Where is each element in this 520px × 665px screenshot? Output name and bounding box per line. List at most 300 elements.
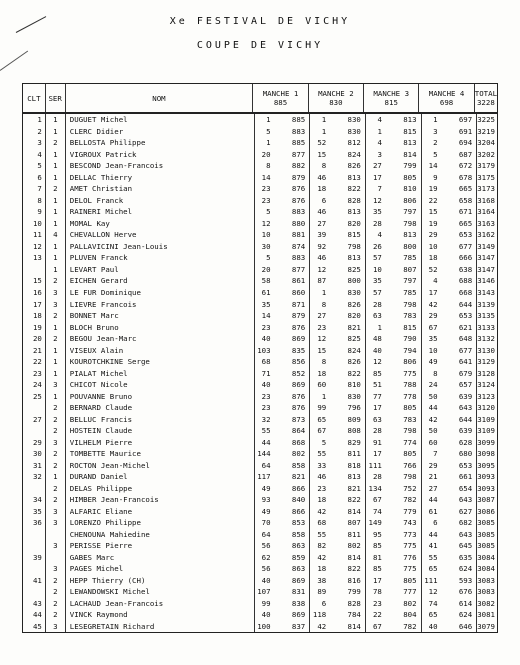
manche-1-score: 869 [291, 380, 306, 390]
header-manche-4 [419, 84, 474, 112]
manche-4-score: 627 [458, 506, 473, 516]
cell-clt: 1 [23, 114, 46, 126]
cell-manche-3 [366, 172, 422, 184]
cell-clt: 39 [23, 552, 46, 564]
manche-4-rank: 2 [433, 138, 438, 148]
cell-manche-4 [422, 402, 478, 414]
manche-2-score: 828 [347, 598, 361, 608]
manche-2-score: 825 [347, 264, 361, 274]
manche-4-rank: 29 [428, 230, 438, 240]
manche-1-rank: 56 [261, 541, 271, 551]
cell-manche-4 [422, 529, 478, 541]
manche-1-rank: 40 [261, 334, 271, 344]
cell-ser: 2 [46, 586, 66, 598]
manche-1-rank: 49 [261, 506, 271, 516]
manche-4-rank: 4 [433, 276, 438, 286]
manche-1-rank: 20 [261, 149, 271, 159]
manche-1-rank: 40 [261, 380, 271, 390]
manche-3-rank: 95 [372, 529, 382, 539]
cell-manche-4 [422, 149, 478, 161]
cell-total: 3124 [477, 380, 496, 390]
cell-manche-4 [422, 229, 478, 241]
table-row [23, 367, 497, 379]
cell-total: 3123 [477, 391, 496, 401]
cell-manche-3 [366, 321, 422, 333]
cell-manche-1 [255, 310, 311, 322]
manche-4-rank: 50 [428, 426, 438, 436]
cell-manche-3 [366, 425, 422, 437]
cell-manche-3 [366, 552, 422, 564]
manche-2-score: 814 [347, 552, 361, 562]
cell-manche-1 [255, 114, 311, 126]
manche-1-rank: 56 [261, 564, 271, 574]
manche-4-rank: 24 [428, 380, 438, 390]
manche-4-rank: 7 [433, 449, 438, 459]
manche-1-score: 876 [291, 391, 306, 401]
cell-manche-3 [366, 356, 422, 368]
manche-2-rank: 18 [317, 495, 327, 505]
manche-2-rank: 68 [317, 518, 327, 528]
cell-manche-2 [310, 494, 366, 506]
cell-manche-2 [310, 172, 366, 184]
manche-2-score: 818 [347, 460, 361, 470]
cell-total: 3093 [477, 483, 496, 493]
table-row [23, 218, 497, 230]
manche-1-rank: 20 [261, 264, 271, 274]
manche-3-rank: 63 [372, 414, 382, 424]
cell-clt: 22 [23, 356, 46, 368]
manche-4-score: 672 [458, 161, 473, 171]
cell-manche-4 [422, 333, 478, 345]
manche-4-score: 653 [458, 230, 473, 240]
manche-1-rank: 23 [261, 322, 271, 332]
manche-1-score: 876 [291, 195, 306, 205]
manche-2-rank: 42 [317, 552, 327, 562]
cell-manche-1 [255, 436, 311, 448]
manche-2-score: 830 [347, 126, 361, 136]
manche-2-score: 800 [347, 276, 361, 286]
manche-3-score: 810 [403, 184, 417, 194]
manche-2-score: 808 [347, 426, 361, 436]
cell-total: 3225 [477, 115, 496, 125]
cell-manche-4 [422, 494, 478, 506]
cell-clt [23, 264, 46, 276]
cell-manche-3 [366, 137, 422, 149]
manche-1-score: 874 [291, 241, 306, 251]
manche-2-score: 824 [347, 149, 361, 159]
manche-1-score: 869 [291, 610, 306, 620]
manche-4-score: 624 [458, 564, 473, 574]
manche-4-rank: 35 [428, 334, 438, 344]
manche-2-rank: 118 [312, 610, 327, 620]
cell-ser: 1 [46, 471, 66, 483]
manche-1-score: 871 [291, 299, 306, 309]
cell-manche-1 [255, 275, 311, 287]
manche-4-rank: 18 [428, 253, 438, 263]
cell-ser: 1 [46, 160, 66, 172]
manche-3-rank: 28 [372, 472, 382, 482]
cell-manche-3 [366, 149, 422, 161]
cell-manche-1 [255, 160, 311, 172]
manche-1-rank: 103 [257, 345, 271, 355]
cell-manche-2 [310, 195, 366, 207]
manche-1-rank: 62 [261, 552, 271, 562]
manche-2-rank: 38 [317, 575, 327, 585]
cell-manche-1 [255, 356, 311, 368]
cell-manche-1 [255, 172, 311, 184]
cell-total: 3133 [477, 322, 496, 332]
manche-1-rank: 68 [261, 357, 271, 367]
manche-3-rank: 27 [372, 161, 382, 171]
manche-4-score: 614 [458, 598, 473, 608]
table-row [23, 195, 497, 207]
manche-2-rank: 46 [317, 172, 327, 182]
manche-4-rank: 60 [428, 437, 438, 447]
cell-manche-2 [310, 483, 366, 495]
cell-clt: 12 [23, 241, 46, 253]
table-row [23, 206, 497, 218]
manche-4-score: 593 [458, 575, 473, 585]
cell-clt: 18 [23, 310, 46, 322]
cell-nom: DELOL Franck [66, 195, 255, 207]
cell-total: 3099 [477, 437, 496, 447]
manche-1-rank: 23 [261, 184, 271, 194]
cell-nom: AMET Christian [66, 183, 255, 195]
cell-manche-2 [310, 183, 366, 195]
cell-nom: RAINERI Michel [66, 206, 255, 218]
manche-4-score: 648 [458, 334, 473, 344]
cell-manche-1 [255, 252, 311, 264]
manche-2-rank: 27 [317, 311, 327, 321]
manche-4-score: 643 [458, 495, 473, 505]
cell-manche-1 [255, 459, 311, 471]
cell-nom: PALLAVICINI Jean-Louis [66, 241, 255, 253]
header-clt-label: CLT [27, 93, 41, 103]
table-row [23, 575, 497, 587]
cell-manche-4 [422, 356, 478, 368]
cell-nom: GABES Marc [66, 552, 255, 564]
cell-total: 3164 [477, 207, 496, 217]
cell-manche-1 [255, 529, 311, 541]
cell-nom: PERISSE Pierre [66, 540, 255, 552]
cell-manche-4 [422, 275, 478, 287]
cell-total: 3109 [477, 426, 496, 436]
manche-4-score: 621 [458, 322, 473, 332]
manche-3-score: 802 [403, 598, 417, 608]
cell-manche-4 [422, 287, 478, 299]
cell-manche-1 [255, 206, 311, 218]
manche-1-rank: 107 [257, 587, 271, 597]
cell-ser [46, 552, 66, 564]
cell-ser: 1 [46, 126, 66, 138]
cell-manche-4 [422, 586, 478, 598]
manche-2-score: 826 [347, 299, 361, 309]
manche-4-score: 646 [458, 621, 473, 631]
cell-ser: 2 [46, 448, 66, 460]
manche-1-rank: 70 [261, 518, 271, 528]
manche-1-rank: 117 [257, 472, 271, 482]
cell-nom: PLUVEN Franck [66, 252, 255, 264]
cell-clt: 21 [23, 344, 46, 356]
cell-manche-2 [310, 563, 366, 575]
cell-manche-4 [422, 621, 478, 633]
cell-clt: 27 [23, 413, 46, 425]
cell-manche-1 [255, 483, 311, 495]
manche-2-rank: 23 [317, 322, 327, 332]
manche-2-rank: 65 [317, 414, 327, 424]
manche-4-score: 677 [458, 241, 473, 251]
cell-nom: LEVART Paul [66, 264, 255, 276]
cell-clt: 45 [23, 621, 46, 633]
cell-nom: ALFARIC Eliane [66, 506, 255, 518]
table-row [23, 275, 497, 287]
cell-manche-2 [310, 367, 366, 379]
cell-clt: 3 [23, 137, 46, 149]
manche-1-score: 877 [291, 149, 306, 159]
cell-nom: CHENOUNA Mahiedine [66, 529, 255, 541]
header-manche-1-label: MANCHE 1 [262, 89, 299, 98]
cell-manche-4 [422, 390, 478, 402]
manche-3-score: 798 [403, 218, 417, 228]
cell-clt [23, 529, 46, 541]
manche-2-rank: 6 [321, 195, 327, 205]
manche-2-score: 821 [347, 322, 361, 332]
manche-3-score: 783 [403, 414, 417, 424]
manche-4-score: 657 [458, 380, 473, 390]
cell-manche-2 [310, 598, 366, 610]
manche-1-rank: 23 [261, 391, 271, 401]
cell-ser: 2 [46, 310, 66, 322]
manche-4-score: 680 [458, 449, 473, 459]
cell-clt: 13 [23, 252, 46, 264]
manche-2-rank: 6 [321, 598, 327, 608]
manche-4-rank: 19 [428, 184, 438, 194]
cell-manche-2 [310, 298, 366, 310]
manche-2-score: 822 [347, 368, 361, 378]
cell-manche-4 [422, 367, 478, 379]
cell-nom: LACHAUD Jean-Francois [66, 598, 255, 610]
cell-ser: 1 [46, 321, 66, 333]
cell-manche-1 [255, 621, 311, 633]
cell-manche-3 [366, 402, 422, 414]
manche-2-rank: 1 [321, 391, 327, 401]
manche-2-score: 826 [347, 161, 361, 171]
manche-1-score: 885 [291, 115, 306, 125]
cell-nom: BEGOU Jean-Marc [66, 333, 255, 345]
cell-manche-1 [255, 379, 311, 391]
cell-clt: 6 [23, 172, 46, 184]
table-header [23, 84, 497, 114]
manche-2-score: 822 [347, 184, 361, 194]
manche-2-rank: 23 [317, 483, 327, 493]
manche-2-score: 814 [347, 621, 361, 631]
cell-manche-4 [422, 563, 478, 575]
manche-2-score: 820 [347, 311, 361, 321]
cell-manche-3 [366, 529, 422, 541]
manche-3-score: 752 [403, 483, 417, 493]
cell-total: 3085 [477, 541, 496, 551]
manche-3-score: 794 [403, 345, 417, 355]
cell-ser: 1 [46, 390, 66, 402]
manche-1-score: 869 [291, 575, 306, 585]
cell-manche-2 [310, 425, 366, 437]
manche-4-rank: 12 [428, 587, 438, 597]
manche-3-score: 797 [403, 276, 417, 286]
manche-3-rank: 48 [372, 334, 382, 344]
manche-3-rank: 81 [372, 552, 382, 562]
manche-3-score: 785 [403, 287, 417, 297]
cell-manche-4 [422, 425, 478, 437]
manche-3-rank: 4 [377, 138, 382, 148]
table-row [23, 137, 497, 149]
cell-total: 3081 [477, 610, 496, 620]
manche-1-score: 838 [291, 598, 306, 608]
manche-1-rank: 23 [261, 195, 271, 205]
cell-manche-2 [310, 126, 366, 138]
cell-manche-4 [422, 114, 478, 126]
cell-total: 3120 [477, 403, 496, 413]
manche-3-score: 785 [403, 253, 417, 263]
manche-3-rank: 17 [372, 403, 382, 413]
cell-manche-1 [255, 575, 311, 587]
manche-1-score: 869 [291, 334, 306, 344]
cell-manche-4 [422, 459, 478, 471]
cell-ser: 3 [46, 436, 66, 448]
cell-clt [23, 563, 46, 575]
cell-nom: LE FUR Dominique [66, 287, 255, 299]
manche-2-rank: 18 [317, 368, 327, 378]
cell-manche-2 [310, 459, 366, 471]
manche-3-rank: 17 [372, 575, 382, 585]
table-row [23, 344, 497, 356]
cell-manche-2 [310, 586, 366, 598]
cell-manche-1 [255, 471, 311, 483]
manche-2-score: 816 [347, 575, 361, 585]
table-row [23, 333, 497, 345]
cell-manche-3 [366, 344, 422, 356]
cell-manche-4 [422, 310, 478, 322]
manche-4-rank: 49 [428, 357, 438, 367]
table-row [23, 471, 497, 483]
manche-3-rank: 111 [368, 460, 382, 470]
cell-manche-4 [422, 598, 478, 610]
cell-manche-1 [255, 552, 311, 564]
header-manche-2 [309, 84, 364, 112]
cell-clt: 4 [23, 149, 46, 161]
manche-3-rank: 134 [368, 483, 382, 493]
manche-3-rank: 12 [372, 195, 382, 205]
cell-manche-3 [366, 183, 422, 195]
manche-1-rank: 23 [261, 403, 271, 413]
manche-1-score: 864 [291, 426, 306, 436]
manche-1-score: 883 [291, 253, 306, 263]
manche-4-rank: 29 [428, 311, 438, 321]
cell-manche-2 [310, 506, 366, 518]
manche-1-score: 860 [291, 287, 306, 297]
manche-2-score: 821 [347, 483, 361, 493]
cell-ser: 2 [46, 183, 66, 195]
manche-4-rank: 6 [433, 518, 438, 528]
table-row [23, 436, 497, 448]
manche-2-rank: 5 [321, 437, 327, 447]
manche-1-rank: 10 [261, 230, 271, 240]
cell-total: 3173 [477, 184, 496, 194]
manche-1-score: 880 [291, 218, 306, 228]
manche-2-rank: 18 [317, 184, 327, 194]
table-row [23, 459, 497, 471]
manche-4-score: 678 [458, 172, 473, 182]
cell-manche-4 [422, 137, 478, 149]
table-row [23, 402, 497, 414]
cell-total: 3132 [477, 334, 496, 344]
cell-manche-2 [310, 149, 366, 161]
manche-1-rank: 144 [257, 449, 271, 459]
manche-2-score: 825 [347, 334, 361, 344]
cell-ser: 3 [46, 287, 66, 299]
cell-manche-1 [255, 425, 311, 437]
manche-3-score: 813 [403, 230, 417, 240]
cell-manche-4 [422, 471, 478, 483]
manche-4-score: 676 [458, 587, 473, 597]
manche-2-rank: 46 [317, 207, 327, 217]
cell-clt: 9 [23, 206, 46, 218]
cell-nom: BESCOND Jean-Francois [66, 160, 255, 172]
manche-2-rank: 12 [317, 334, 327, 344]
table-row [23, 298, 497, 310]
manche-1-score: 837 [291, 621, 306, 631]
manche-3-score: 800 [403, 241, 417, 251]
cell-manche-1 [255, 218, 311, 230]
manche-2-rank: 1 [321, 115, 327, 125]
cell-clt: 16 [23, 287, 46, 299]
manche-2-rank: 55 [317, 449, 327, 459]
cell-manche-1 [255, 563, 311, 575]
cell-manche-4 [422, 448, 478, 460]
cell-nom: LORENZO Philippe [66, 517, 255, 529]
cell-total: 3175 [477, 172, 496, 182]
cell-manche-4 [422, 195, 478, 207]
cell-manche-1 [255, 149, 311, 161]
manche-2-score: 809 [347, 414, 361, 424]
manche-3-score: 797 [403, 207, 417, 217]
table-row [23, 506, 497, 518]
manche-4-score: 688 [458, 276, 473, 286]
cell-clt: 10 [23, 218, 46, 230]
cell-total: 3128 [477, 368, 496, 378]
manche-3-rank: 74 [372, 506, 382, 516]
manche-1-rank: 30 [261, 241, 271, 251]
header-total-label: TOTAL [474, 89, 498, 98]
cell-manche-2 [310, 229, 366, 241]
cell-nom: DUGUET Michel [66, 114, 255, 126]
cell-total: 3168 [477, 195, 496, 205]
manche-4-score: 639 [458, 391, 473, 401]
manche-4-score: 643 [458, 403, 473, 413]
cell-ser: 1 [46, 195, 66, 207]
manche-1-rank: 100 [257, 621, 271, 631]
header-manche-4-label: MANCHE 4 [428, 89, 465, 98]
cell-clt: 7 [23, 183, 46, 195]
cell-ser: 2 [46, 609, 66, 621]
cell-total: 3084 [477, 552, 496, 562]
cell-manche-1 [255, 126, 311, 138]
cell-clt [23, 402, 46, 414]
manche-4-score: 644 [458, 299, 473, 309]
cell-ser: 1 [46, 252, 66, 264]
cell-ser: 2 [46, 459, 66, 471]
manche-4-score: 658 [458, 195, 473, 205]
manche-1-score: 802 [291, 449, 306, 459]
